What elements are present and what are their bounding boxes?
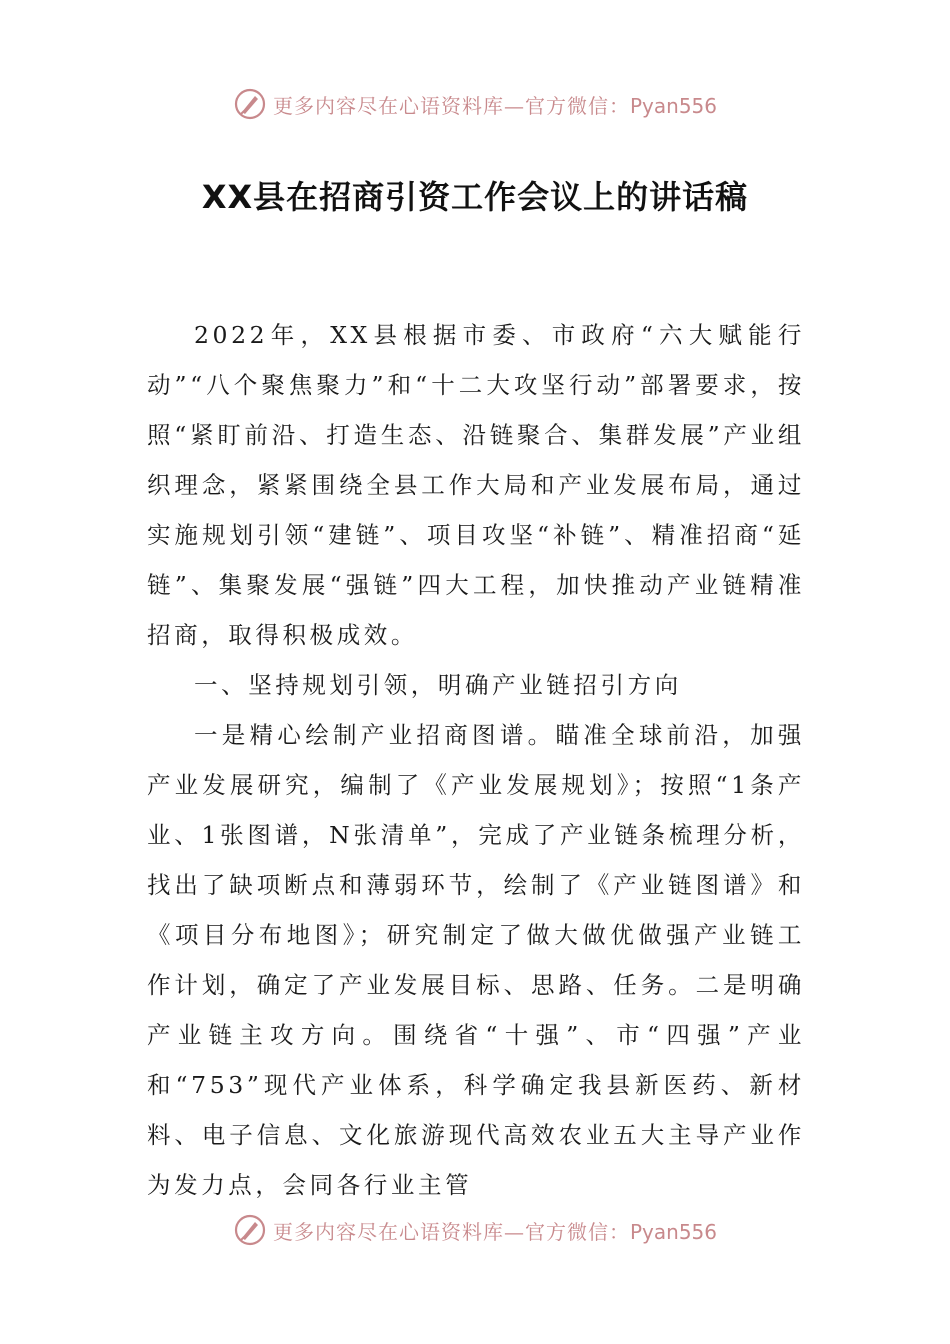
document-title: XX县在招商引资工作会议上的讲话稿 [201,178,749,216]
paragraph-body: 一是精心绘制产业招商图谱。瞄准全球前沿，加强产业发展研究，编制了《产业发展规划》；按照“1条产业、1张图谱，N张清单”，完成了产业链条梳理分析，找出了缺项断点和薄弱环节，绘制了《产业链图谱》和《项目分布地图》；研究制定了做大做优做强产业链工作计划，确定了产业发展目标、思路、任务。二是明确产业链主攻方向。围绕省“十强”、市“四强”产业和“753”现代产业体系，科学确定我县新医药、新材料、电子信息、文化旅游现代高效农业五大主导产业作为发力点，会同各行业主管 [147,721,805,1199]
header-watermark [0,82,950,126]
document-body [147,310,805,1210]
quill-logo-icon [233,87,267,121]
watermark-text: 更多内容尽在心语资料库—官方微信：Pyan556 [272,93,717,118]
quill-logo-icon [233,1213,267,1247]
wechat-id: Pyan556 [629,1219,717,1244]
footer-watermark [0,1208,950,1252]
paragraph-intro: 2022年，XX县根据市委、市政府“六大赋能行动”“八个聚焦聚力”和“十二大攻坚行动”部署要求，按照“紧盯前沿、打造生态、沿链聚合、集群发展”产业组织理念，紧紧围绕全县工作大局和产业发展布局，通过实施规划引领“建链”、项目攻坚“补链”、精准招商“延链”、集聚发展“强链”四大工程，加快推动产业链精准招商，取得积极成效。 [147,321,805,649]
wechat-id: Pyan556 [629,93,717,118]
section-heading: 一、坚持规划引领，明确产业链招引方向 [194,671,682,699]
watermark-text: 更多内容尽在心语资料库—官方微信：Pyan556 [272,1219,717,1244]
